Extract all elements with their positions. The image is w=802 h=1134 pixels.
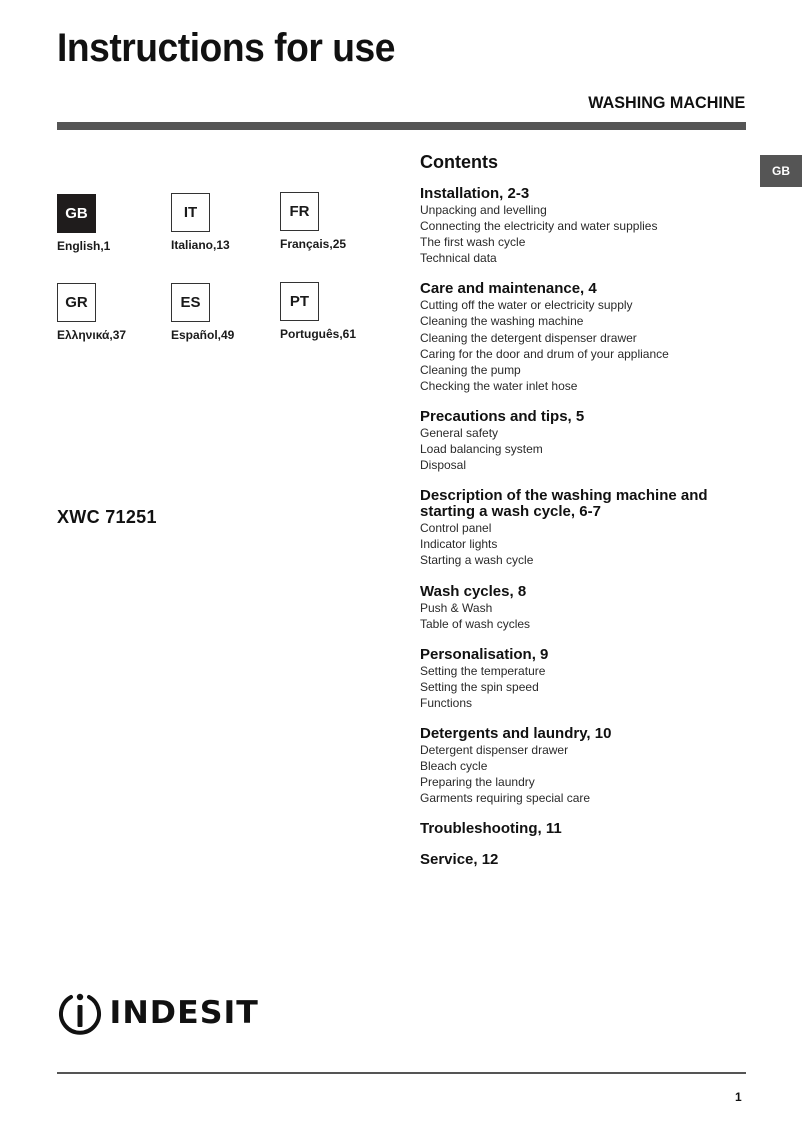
toc-heading[interactable]: Personalisation, 9 [420,645,549,663]
toc-item[interactable]: Cleaning the washing machine [420,314,584,329]
toc-section-installation [420,186,750,266]
toc-heading[interactable]: Care and maintenance, 4 [420,280,597,298]
language-label: Español,49 [171,328,235,342]
language-label: English,1 [57,239,111,253]
document-title: Instructions for use [57,26,395,70]
language-code-box: GB [57,194,96,233]
toc-item[interactable]: Load balancing system [420,442,543,457]
document-subtitle: WASHING MACHINE [587,93,745,112]
toc-item[interactable]: Push & Wash [420,600,493,615]
language-code-box: PT [280,282,319,321]
toc-item[interactable]: Setting the temperature [420,663,546,678]
toc-heading[interactable]: Precautions and tips, 5 [420,407,585,425]
toc-item[interactable]: Caring for the door and drum of your appliance [420,346,669,361]
language-item-gr[interactable] [57,283,126,342]
toc-item[interactable]: Functions [420,695,473,710]
toc-item[interactable]: Connecting the electricity and water supplies [420,219,658,234]
toc-heading[interactable]: Description of the washing machine and starting a wash cycle, 6-7 [420,487,708,521]
toc-section-precautions [420,409,750,473]
toc-item[interactable]: Table of wash cycles [420,616,531,631]
language-code-box: GR [57,283,96,322]
page-number: 1 [735,1090,742,1104]
language-code-box: FR [280,192,319,231]
contents-title: Contents [420,152,498,172]
toc-item[interactable]: Technical data [420,251,497,266]
language-label: Ελληνικά,37 [57,328,127,342]
toc-item[interactable]: Cleaning the detergent dispenser drawer [420,330,637,345]
language-code-box: IT [171,193,210,232]
language-item-it[interactable] [171,193,230,252]
toc-item[interactable]: Starting a wash cycle [420,553,534,568]
toc-section-wash-cycles [420,584,750,632]
toc-heading[interactable]: Troubleshooting, 11 [420,820,562,838]
toc-item[interactable]: Detergent dispenser drawer [420,742,569,757]
toc-item[interactable]: Garments requiring special care [420,791,591,806]
brand-name: INDESIT [109,995,259,1031]
toc-item[interactable]: Indicator lights [420,537,498,552]
toc-item[interactable]: Control panel [420,521,492,536]
section-language-tab: GB [760,155,802,187]
toc-heading[interactable]: Wash cycles, 8 [420,582,527,600]
language-label: Italiano,13 [171,238,230,252]
toc-item[interactable]: Setting the spin speed [420,679,539,694]
header-divider-bar [57,122,746,130]
language-item-es[interactable] [171,283,234,342]
indesit-power-i-logo-icon [57,990,103,1036]
language-item-fr[interactable] [280,192,346,251]
toc-item[interactable]: General safety [420,425,499,440]
toc-item[interactable]: Unpacking and levelling [420,203,547,217]
toc-item[interactable]: Bleach cycle [420,759,488,774]
toc-heading[interactable]: Service, 12 [420,851,499,869]
toc-section-detergents [420,726,750,806]
toc-item[interactable]: Preparing the laundry [420,775,535,790]
language-item-gb[interactable] [57,194,110,253]
toc-section-troubleshooting [420,821,750,837]
language-label: Français,25 [280,237,347,251]
toc-item[interactable]: The first wash cycle [420,235,526,250]
model-number: XWC 71251 [57,507,157,527]
toc-heading[interactable]: Detergents and laundry, 10 [420,724,612,742]
toc-section-personalisation [420,647,750,711]
footer-divider [57,1072,746,1074]
language-label: Português,61 [280,327,357,341]
language-item-pt[interactable] [280,282,356,341]
toc-section-care-maintenance [420,281,750,394]
table-of-contents [420,152,750,883]
toc-item[interactable]: Cutting off the water or electricity supply [420,298,633,313]
toc-item[interactable]: Checking the water inlet hose [420,378,578,393]
toc-item[interactable]: Cleaning the pump [420,362,521,377]
toc-section-description [420,488,750,568]
toc-item[interactable]: Disposal [420,458,467,473]
toc-heading[interactable]: Installation, 2-3 [420,185,530,202]
language-index [57,193,397,353]
language-code-box: ES [171,283,210,322]
indesit-logo [57,990,257,1036]
toc-section-service [420,852,750,868]
